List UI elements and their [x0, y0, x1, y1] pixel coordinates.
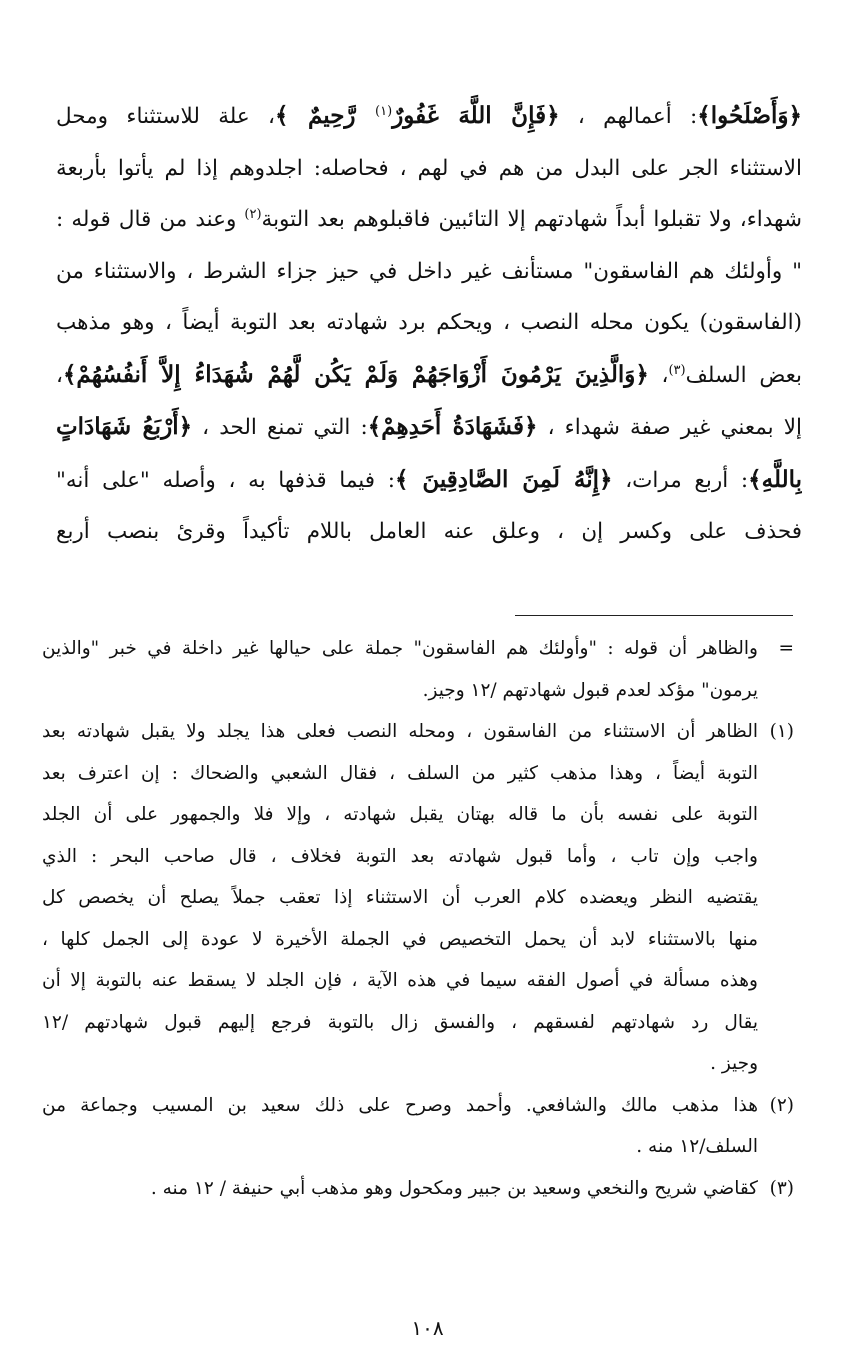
footnote-line: التوبة أيضاً ، وهذا مذهب كثير من السلف ، فقال الشعبي والضحاك : إن اعترف بعد: [42, 762, 758, 784]
footnote-line: الظاهر أن الاستثناء من الفاسقون ، ومحله النصب فعلى هذا يجلد ولا يقبل شهادته بعد: [42, 721, 758, 742]
text-segment: ، علة للاستثناء ومحل: [56, 104, 275, 129]
page-number: ١٠٨: [411, 1316, 444, 1340]
footnote-ref: (٣): [668, 362, 686, 378]
footnote-line: كقاضي شريح والنخعي وسعيد بن جبير ومكحول وهو مذهب أبي حنيفة / ١٢ منه .: [150, 1177, 758, 1199]
footnote-line: التوبة على نفسه بأن ما قاله بهتان يقبل شهادته ، وإلا فلا والجمهور على أن الجلد: [42, 804, 758, 825]
footnote-continuation: [42, 628, 794, 711]
main-line-3: [56, 194, 802, 246]
quran-verse: بِاللَّهِ﴾: [748, 465, 802, 493]
footnote-line: منها بالاستثناء لابد أن يحمل التخصيص في الجملة الأخيرة لا عودة إلى الجمل كلها ،: [42, 928, 758, 950]
text-segment: : أربع مرات،: [612, 467, 749, 493]
text-segment: شهداء، ولا تقبلوا أبداً شهادتهم إلا التائبين فاقبلوهم بعد التوبة: [261, 207, 802, 232]
main-line-8: [56, 454, 802, 507]
quran-verse: ﴿أَرْبَعُ شَهَادَاتٍ: [56, 413, 193, 440]
text-segment: إلا بمعني غير صفة شهداء ،: [537, 415, 802, 440]
main-line-4: " وأولئك هم الفاسقون" مستأنف غير داخل في حيز جزاء الشرط ، والاستثناء من: [56, 258, 802, 284]
footnotes: [42, 628, 794, 1209]
footnote-line: يقال رد شهادتهم لفسقهم ، والفسق زال بالتوبة فرجع إليهم قبول شهادتهم /١٢: [42, 1011, 758, 1033]
main-line-9: فحذف على وكسر إن ، وعلق عنه العامل باللام تأكيداً وقرئ بنصب أربع: [56, 519, 802, 544]
main-line-5: (الفاسقون) يكون محله النصب ، ويحكم برد شهادته بعد التوبة أيضاً ، وهو مذهب: [56, 310, 802, 335]
footnote-line: واجب وإن تاب ، وأما قبول شهادته بعد التوبة فخلاف ، قال صاحب البحر : الذي: [42, 845, 758, 867]
text-segment: وعند من قال قوله :: [56, 207, 245, 232]
footnote-line: يرمون" مؤكد لعدم قبول شهادتهم /١٢ وجيز.: [422, 679, 758, 701]
main-text: [56, 90, 802, 558]
text-segment: ،: [648, 362, 669, 388]
footnote-ref: (٢): [244, 206, 262, 222]
footnote-marker: (١): [769, 721, 794, 742]
main-line-1: [56, 90, 802, 143]
footnote-1: [42, 711, 794, 1085]
text-segment: ،: [56, 362, 63, 388]
footnote-line: والظاهر أن قوله : "وأولئك هم الفاسقون" جملة على حيالها غير داخلة في خبر "والذين: [42, 638, 758, 659]
footnote-line: السلف/١٢ منه .: [636, 1136, 758, 1157]
quran-verse: رَّحِيمٌ ﴾: [274, 102, 376, 129]
quran-verse: ﴿فَشَهَادَةُ أَحَدِهِمْ﴾: [367, 413, 538, 440]
footnote-ref: (١): [375, 103, 393, 119]
text-segment: : أعمالهم ،: [559, 104, 698, 129]
text-segment: : التي تمنع الحد ،: [192, 415, 368, 440]
quran-verse: ﴿إِنَّهُ لَمِنَ الصَّادِقِينَ ﴾: [394, 465, 613, 493]
quran-verse: ﴿وَالَّذِينَ يَرْمُونَ أَزْوَاجَهُمْ وَلَمْ يَكُن لَّهُمْ شُهَدَاءُ إِلاَّ أَنفُسُهُمْ﴾: [62, 360, 649, 388]
footnote-line: وهذه مسألة في أصول الفقه سيما في هذه الآية ، فإن الجلد لا يسقط عنه بالتوبة إلا أن: [42, 970, 758, 991]
quran-verse: ﴿فَإِنَّ اللَّهَ غَفُورٌ: [392, 102, 560, 129]
footnote-marker: (٣): [769, 1177, 794, 1199]
main-line-2: الاستثناء الجر على البدل من هم في لهم ، فحاصله: اجلدوهم إذا لم يأتوا بأربعة: [56, 155, 802, 181]
footnote-2: [42, 1085, 794, 1168]
footnote-line: يقتضيه النظر ويعضده كلام العرب أن الاستثناء إذا تعقب جملاً يصلح أن يخصص كل: [42, 887, 758, 908]
footnote-divider: [515, 615, 793, 616]
footnote-marker: =: [778, 638, 794, 659]
quran-verse: ﴿وَأَصْلَحُوا﴾: [697, 102, 802, 129]
text-segment: بعض السلف: [685, 362, 802, 388]
footnote-3: [42, 1168, 794, 1210]
footnote-marker: (٢): [769, 1094, 794, 1116]
main-line-7: [56, 401, 802, 454]
footnote-line: وجيز .: [710, 1053, 758, 1074]
main-line-6: [56, 349, 802, 402]
footnote-line: هذا مذهب مالك والشافعي. وأحمد وصرح على ذلك سعيد بن المسيب وجماعة من: [42, 1094, 758, 1116]
text-segment: : فيما قذفها به ، وأصله "على أنه": [56, 467, 395, 493]
